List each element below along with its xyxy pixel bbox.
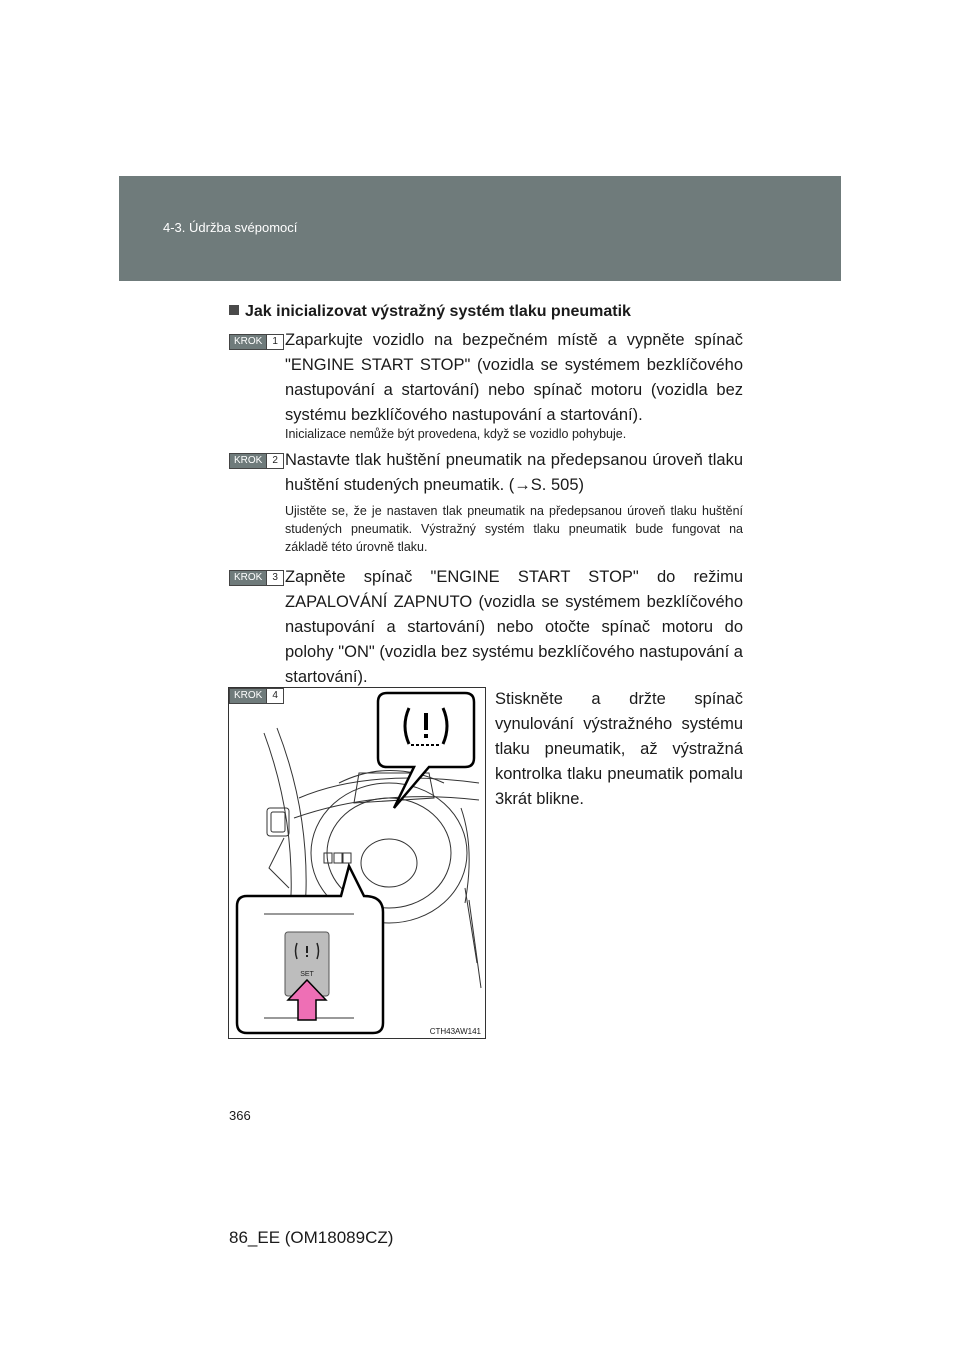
dashboard-illustration [229,688,485,1038]
steering-hub [361,839,417,887]
heading-text: Jak inicializovat výstražný systém tlaku pneumatik [245,303,631,320]
step-number: 4 [266,689,283,703]
document-code: 86_EE (OM18089CZ) [229,1228,394,1247]
step-1-tag [229,334,284,350]
dashboard-figure [228,687,486,1039]
figure-code: CTH43AW141 [429,1027,481,1036]
step-1-text: Zaparkujte vozidlo na bezpečném místě a vypněte spínač "ENGINE START STOP" (vozidla se systémem bezklíčového nastupování a startování) nebo spínač motoru (vozidla bez systému bezklíčového nastupování a startování). [285,331,743,424]
section-heading [229,303,631,321]
step-word: KROK [230,571,266,585]
step-2-note: Ujistěte se, že je nastaven tlak pneumatik na předepsanou úroveň tlaku huštění studených pneumatik. Výstražný systém tlaku pneumatik bude fungovat na základě této úrovně tlaku. [285,504,743,554]
step-number: 3 [266,571,283,585]
step-4-text: Stiskněte a držte spínač vynulování výstražného systému tlaku pneumatik, až výstražná kontrolka tlaku pneumatik pomalu 3krát blikne. [495,690,743,808]
step-1-note: Inicializace nemůže být provedena, když se vozidlo pohybuje. [285,427,627,441]
section-label: 4-3. Údržba svépomocí [163,220,298,235]
step-word: KROK [230,335,266,349]
square-bullet-icon [229,305,239,315]
step-2-tag [229,453,284,469]
step-number: 2 [266,454,283,468]
step-3-text: Zapněte spínač "ENGINE START STOP" do režimu ZAPALOVÁNÍ ZAPNUTO (vozidla se systémem bezklíčového nastupování a startování) nebo otočte spínač motoru do polohy "ON" (vozidla bez systému bezklíčového nastupování a startování). [285,568,743,686]
page-number: 366 [229,1108,251,1123]
step-number: 1 [266,335,283,349]
step-word: KROK [230,689,266,703]
step-word: KROK [230,454,266,468]
step-4-tag [229,688,284,704]
step-3-tag [229,570,284,586]
header-band [119,176,841,281]
set-button-label: SET [300,971,314,978]
step-2-text: Nastavte tlak huštění pneumatik na předepsanou úroveň tlaku huštění studených pneumatik. (→S. 505) [285,451,743,494]
